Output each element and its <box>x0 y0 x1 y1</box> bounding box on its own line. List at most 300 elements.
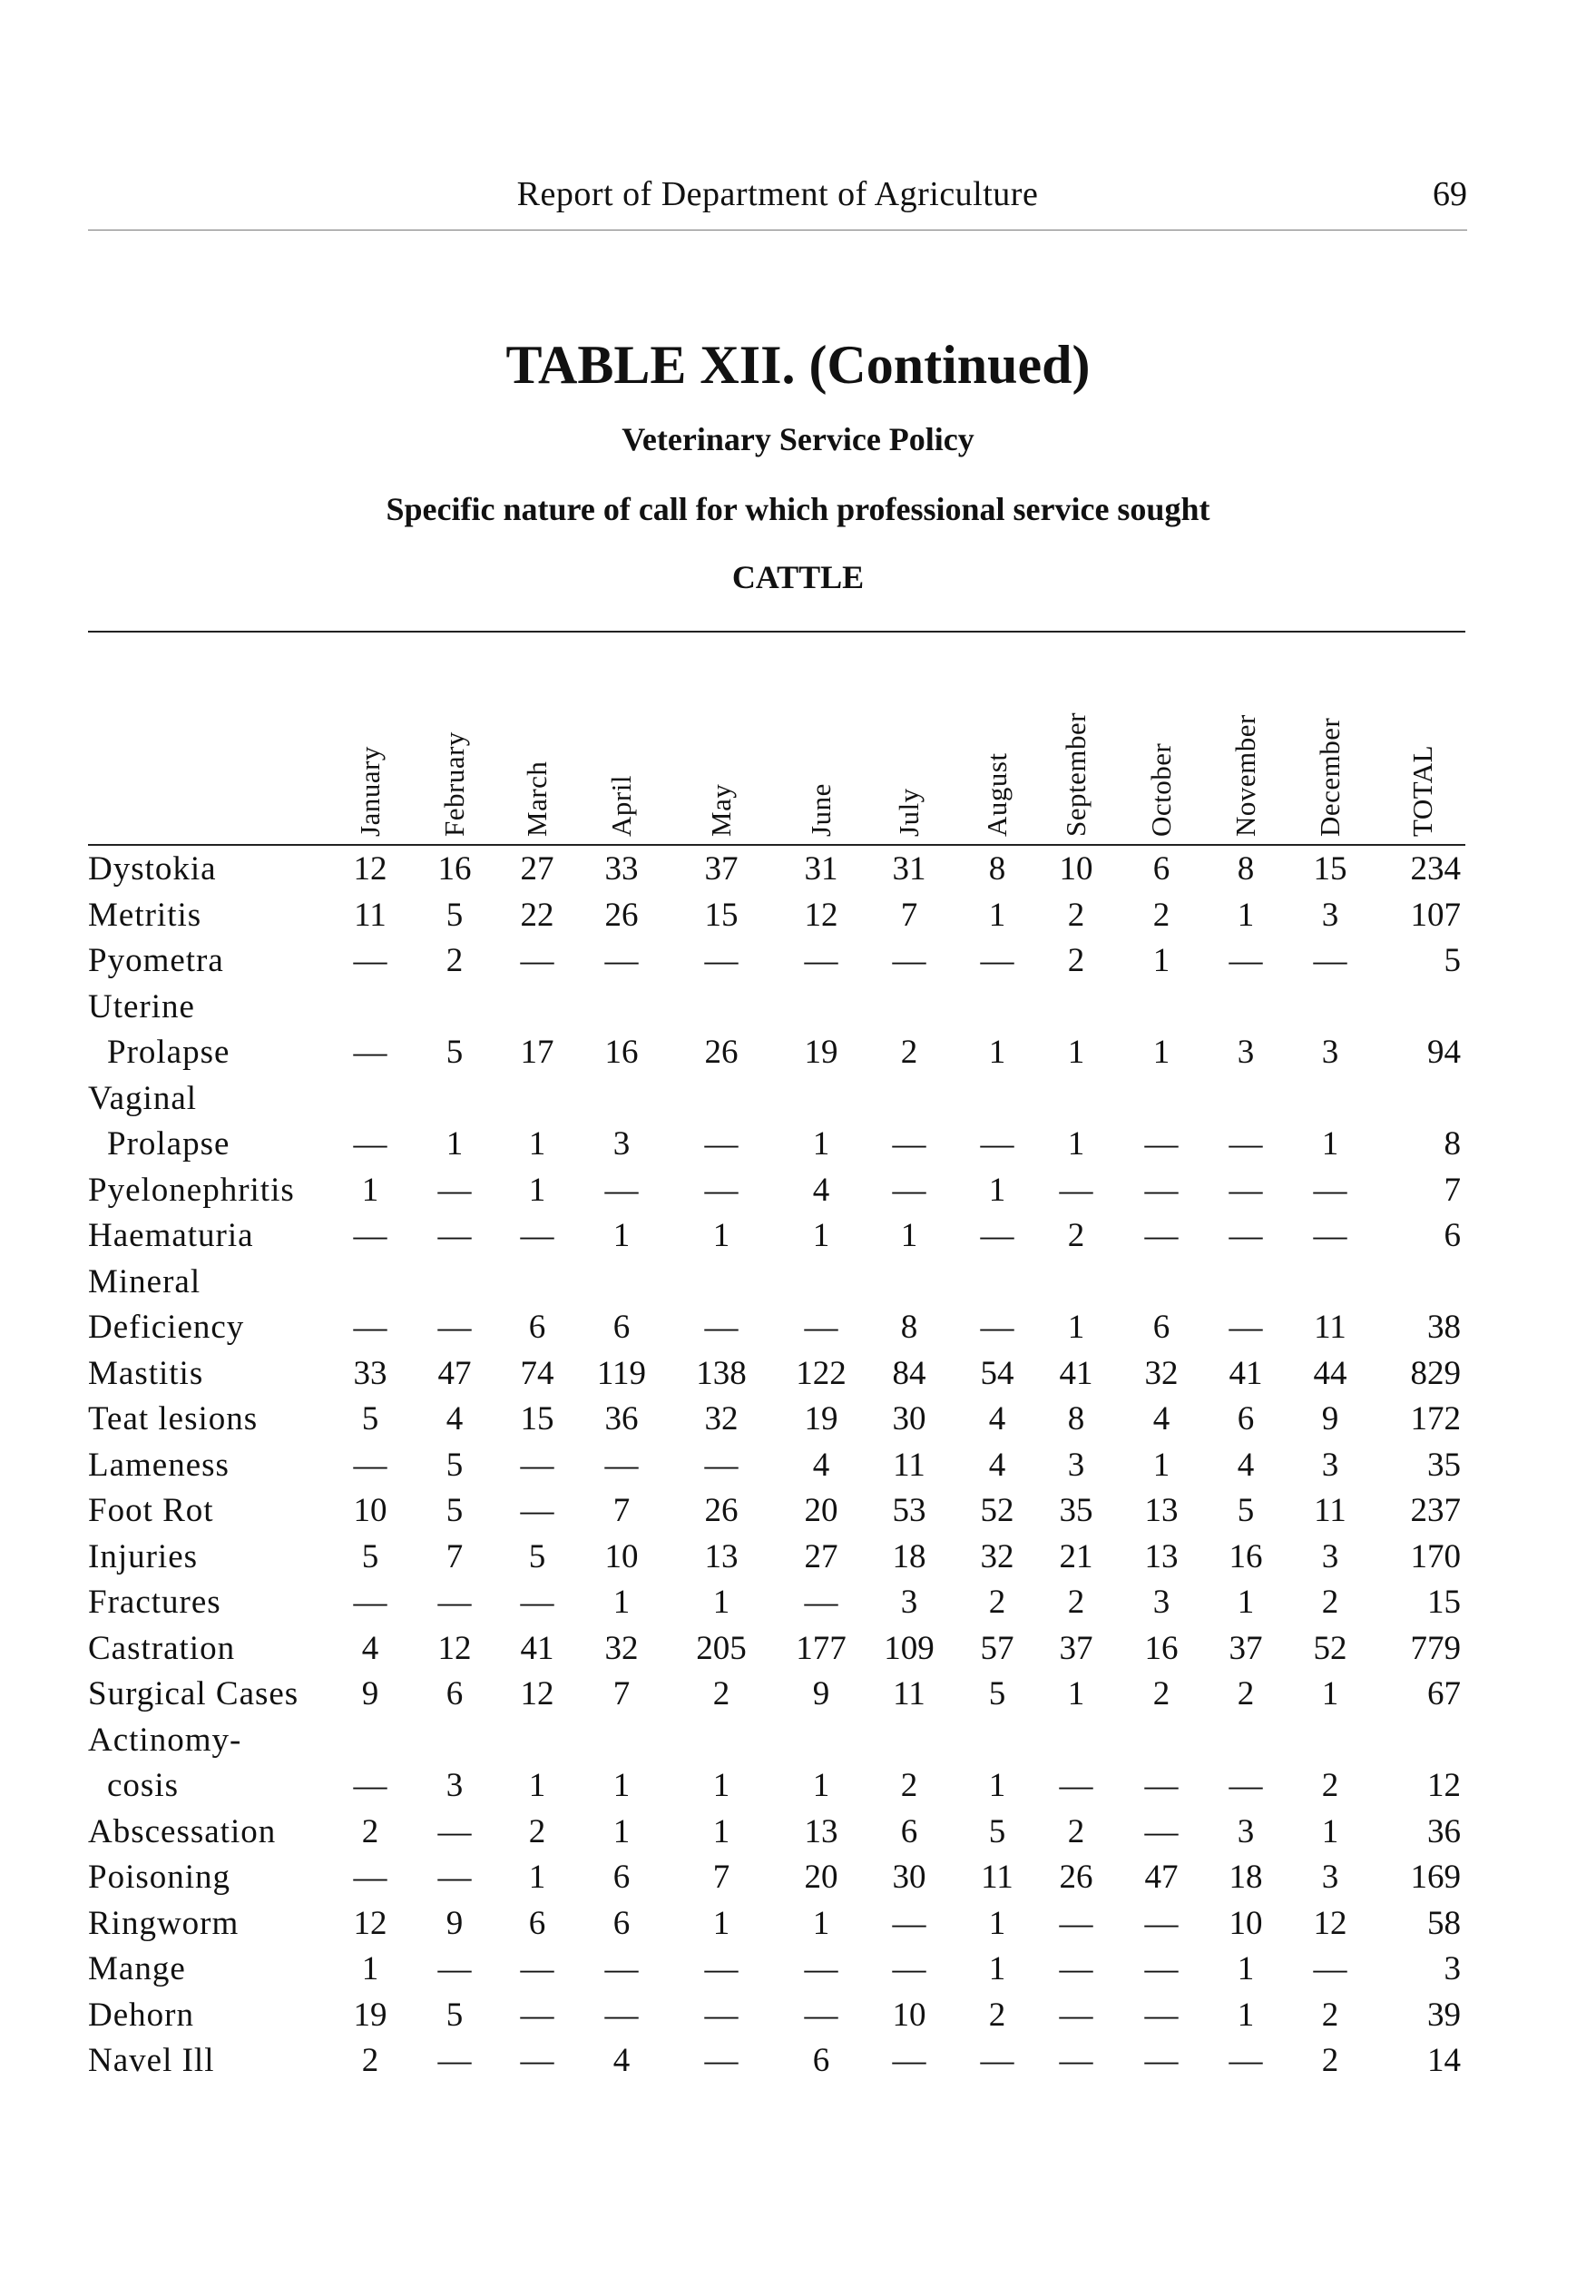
table-cell: 21 <box>1059 1537 1093 1575</box>
table-cell: 4 <box>812 1171 830 1209</box>
table-cell: 4 <box>1237 1446 1255 1484</box>
total-cell: 5 <box>1444 942 1461 979</box>
table-cell: 5 <box>446 896 464 934</box>
column-header-label: January <box>354 746 386 837</box>
row-label: Ringworm <box>88 1904 240 1942</box>
table-cell: — <box>1059 1171 1093 1209</box>
table-cell: 3 <box>1321 1537 1339 1575</box>
table-cell: 1 <box>612 1812 631 1850</box>
table-cell: 2 <box>1067 1217 1085 1254</box>
column-header-august <box>981 637 1013 837</box>
table-cell: 5 <box>446 1492 464 1529</box>
column-header-label: March <box>521 760 553 837</box>
table-row <box>0 1171 1596 1217</box>
column-header-march <box>521 637 553 837</box>
table-cell: 2 <box>900 1034 918 1071</box>
table-cell: 3 <box>1321 1446 1339 1484</box>
table-cell: — <box>437 1859 472 1896</box>
table-cell: 1 <box>1067 1125 1085 1163</box>
table-cell: 13 <box>1144 1492 1179 1529</box>
table-cell: 15 <box>1313 850 1347 888</box>
table-cell: — <box>437 1309 472 1346</box>
table-cell: 2 <box>1152 896 1170 934</box>
table-cell: — <box>980 1309 1014 1346</box>
table-cell: 1 <box>900 1217 918 1254</box>
table-row <box>0 1858 1596 1904</box>
table-cell: — <box>980 1125 1014 1163</box>
table-cell: 2 <box>1067 1812 1085 1850</box>
table-cell: 2 <box>528 1812 546 1850</box>
table-cell: 13 <box>1144 1537 1179 1575</box>
table-row <box>0 2041 1596 2087</box>
table-cell: 5 <box>446 1446 464 1484</box>
table-cell: 32 <box>604 1629 639 1667</box>
column-header-july <box>893 637 925 837</box>
table-cell: 2 <box>988 1996 1006 2034</box>
table-cell: 6 <box>528 1904 546 1942</box>
table-cell: 27 <box>804 1537 838 1575</box>
table-cell: 15 <box>520 1400 554 1437</box>
row-label: Mange <box>88 1950 186 1987</box>
table-cell: 6 <box>528 1309 546 1346</box>
row-label: Mastitis <box>88 1354 204 1392</box>
table-cell: — <box>704 1950 739 1987</box>
table-row <box>0 1079 1596 1125</box>
table-cell: 2 <box>1067 942 1085 979</box>
table-cell: 1 <box>1321 1675 1339 1712</box>
column-header-label: September <box>1060 711 1092 837</box>
table-cell: — <box>1229 1309 1263 1346</box>
table-cell: 2 <box>1321 1584 1339 1621</box>
row-label: Navel Ill <box>88 2042 215 2079</box>
total-cell: 779 <box>1410 1629 1461 1667</box>
total-cell: 829 <box>1410 1354 1461 1392</box>
column-header-october <box>1145 637 1177 837</box>
table-cell: 3 <box>1321 1859 1339 1896</box>
table-cell: — <box>353 1767 387 1804</box>
table-cell: 31 <box>804 850 838 888</box>
table-cell: — <box>704 1996 739 2034</box>
table-cell: 11 <box>1314 1309 1346 1346</box>
total-cell: 35 <box>1427 1446 1461 1484</box>
table-cell: 11 <box>893 1446 925 1484</box>
table-row <box>0 1583 1596 1629</box>
table-cell: 3 <box>1321 1034 1339 1071</box>
table-cell: 2 <box>1152 1675 1170 1712</box>
table-cell: 2 <box>712 1675 730 1712</box>
table-cell: 19 <box>804 1034 838 1071</box>
header-rule <box>88 230 1467 231</box>
table-cell: 9 <box>812 1675 830 1712</box>
table-cell: — <box>353 1859 387 1896</box>
table-cell: 3 <box>1237 1034 1255 1071</box>
total-cell: 3 <box>1444 1950 1461 1987</box>
table-row <box>0 1537 1596 1584</box>
table-cell: 33 <box>604 850 639 888</box>
table-cell: 22 <box>520 896 554 934</box>
table-cell: 1 <box>1237 1996 1255 2034</box>
column-header-label: June <box>805 783 837 837</box>
table-cell: 26 <box>704 1034 739 1071</box>
table-cell: 1 <box>1321 1812 1339 1850</box>
table-cell: 31 <box>892 850 926 888</box>
table-cell: 9 <box>1321 1400 1339 1437</box>
table-cell: 37 <box>1059 1629 1093 1667</box>
table-cell: — <box>353 1125 387 1163</box>
table-cell: 17 <box>520 1034 554 1071</box>
table-row <box>0 1904 1596 1950</box>
table-cell: 2 <box>361 1812 379 1850</box>
table-cell: 47 <box>1144 1859 1179 1896</box>
table-cell: — <box>892 1171 926 1209</box>
table-cell: 26 <box>604 896 639 934</box>
table-cell: — <box>1229 2042 1263 2079</box>
table-cell: — <box>520 1492 554 1529</box>
table-cell: — <box>437 1171 472 1209</box>
table-cell: — <box>604 1171 639 1209</box>
column-header-total <box>1406 637 1438 837</box>
table-cell: 6 <box>612 1904 631 1942</box>
table-cell: 16 <box>1229 1537 1263 1575</box>
row-label: Abscessation <box>88 1812 277 1850</box>
table-cell: 1 <box>361 1950 379 1987</box>
table-cell: — <box>1229 1767 1263 1804</box>
table-cell: — <box>1144 1996 1179 2034</box>
running-head <box>88 174 1467 216</box>
row-label: Actinomy- <box>88 1721 242 1759</box>
table-cell: 13 <box>704 1537 739 1575</box>
table-cell: 20 <box>804 1492 838 1529</box>
table-cell: 57 <box>980 1629 1014 1667</box>
total-cell: 36 <box>1427 1812 1461 1850</box>
table-cell: 1 <box>1067 1034 1085 1071</box>
table-row <box>0 1812 1596 1859</box>
table-cell: 26 <box>1059 1859 1093 1896</box>
total-cell: 107 <box>1410 896 1461 934</box>
table-cell: 8 <box>900 1309 918 1346</box>
table-cell: — <box>1144 1950 1179 1987</box>
total-cell: 170 <box>1410 1537 1461 1575</box>
table-cell: — <box>1313 942 1347 979</box>
table-cell: 7 <box>712 1859 730 1896</box>
table-cell: — <box>353 1309 387 1346</box>
table-cell: 19 <box>804 1400 838 1437</box>
row-label: Prolapse <box>107 1034 230 1071</box>
row-label: Mineral <box>88 1262 201 1300</box>
table-cell: 18 <box>892 1537 926 1575</box>
table-cell: 44 <box>1313 1354 1347 1392</box>
table-cell: 10 <box>604 1537 639 1575</box>
table-cell: 6 <box>612 1859 631 1896</box>
table-cell: 4 <box>812 1446 830 1484</box>
table-cell: 1 <box>988 1950 1006 1987</box>
table-cell: 32 <box>704 1400 739 1437</box>
table-cell: 36 <box>604 1400 639 1437</box>
table-cell: — <box>804 1309 838 1346</box>
row-label: cosis <box>107 1767 179 1804</box>
total-cell: 234 <box>1410 850 1461 888</box>
table-row <box>0 1033 1596 1079</box>
table-cell: 6 <box>900 1812 918 1850</box>
table-cell: 7 <box>900 896 918 934</box>
table-cell: — <box>1313 1217 1347 1254</box>
table-cell: — <box>1059 2042 1093 2079</box>
table-cell: 4 <box>988 1446 1006 1484</box>
table-cell: — <box>1313 1950 1347 1987</box>
table-cell: 2 <box>361 2042 379 2079</box>
table-cell: 12 <box>804 896 838 934</box>
table-row <box>0 1721 1596 1767</box>
table-cell: — <box>1144 2042 1179 2079</box>
table-cell: — <box>520 1584 554 1621</box>
table-cell: — <box>1144 1171 1179 1209</box>
column-header-december <box>1314 637 1346 837</box>
total-cell: 94 <box>1427 1034 1461 1071</box>
table-cell: 1 <box>812 1125 830 1163</box>
table-cell: — <box>1229 942 1263 979</box>
table-cell: 1 <box>988 1767 1006 1804</box>
table-cell: 5 <box>988 1675 1006 1712</box>
row-label: Dehorn <box>88 1996 194 2034</box>
table-cell: 1 <box>528 1171 546 1209</box>
row-label: Poisoning <box>88 1859 231 1896</box>
table-cell: — <box>353 1446 387 1484</box>
table-cell: — <box>892 1950 926 1987</box>
table-cell: 6 <box>812 2042 830 2079</box>
table-cell: 9 <box>446 1904 464 1942</box>
table-top-rule <box>88 631 1465 633</box>
table-cell: 3 <box>1152 1584 1170 1621</box>
column-header-january <box>354 637 386 837</box>
table-cell: 3 <box>446 1767 464 1804</box>
column-header-november <box>1229 637 1261 837</box>
table-cell: — <box>520 942 554 979</box>
row-label: Lameness <box>88 1446 230 1484</box>
table-cell: 1 <box>712 1584 730 1621</box>
table-cell: 11 <box>893 1675 925 1712</box>
table-cell: 74 <box>520 1354 554 1392</box>
row-label: Vaginal <box>88 1079 198 1117</box>
column-header-label: October <box>1145 742 1177 837</box>
row-label: Haematuria <box>88 1217 254 1254</box>
table-cell: 16 <box>604 1034 639 1071</box>
total-cell: 7 <box>1444 1171 1461 1209</box>
table-cell: — <box>704 1125 739 1163</box>
table-cell: 26 <box>704 1492 739 1529</box>
table-cell: — <box>704 1446 739 1484</box>
table-cell: 5 <box>446 1034 464 1071</box>
table-cell: 32 <box>1144 1354 1179 1392</box>
table-cell: 30 <box>892 1859 926 1896</box>
table-cell: 5 <box>446 1996 464 2034</box>
table-cell: — <box>1144 1812 1179 1850</box>
table-cell: 3 <box>900 1584 918 1621</box>
table-species: CATTLE <box>731 559 865 595</box>
table-cell: 5 <box>361 1400 379 1437</box>
table-cell: 41 <box>520 1629 554 1667</box>
table-cell: — <box>1059 1950 1093 1987</box>
table-row <box>0 1996 1596 2042</box>
table-cell: 4 <box>988 1400 1006 1437</box>
table-cell: 35 <box>1059 1492 1093 1529</box>
table-cell: 41 <box>1229 1354 1263 1392</box>
total-cell: 39 <box>1427 1996 1461 2034</box>
table-row <box>0 941 1596 987</box>
column-header-label: February <box>438 731 470 837</box>
table-cell: 11 <box>1314 1492 1346 1529</box>
table-cell: 4 <box>446 1400 464 1437</box>
table-cell: 5 <box>361 1537 379 1575</box>
table-cell: 1 <box>1152 1446 1170 1484</box>
table-cell: 3 <box>612 1125 631 1163</box>
table-cell: 1 <box>812 1904 830 1942</box>
row-label: Castration <box>88 1629 236 1667</box>
total-cell: 6 <box>1444 1217 1461 1254</box>
table-cell: — <box>1313 1171 1347 1209</box>
table-cell: 2 <box>1321 1996 1339 2034</box>
table-row <box>0 1629 1596 1675</box>
column-header-label: May <box>705 783 737 837</box>
table-row <box>0 987 1596 1034</box>
table-cell: 1 <box>712 1767 730 1804</box>
table-cell: 10 <box>1229 1904 1263 1942</box>
table-cell: 1 <box>612 1767 631 1804</box>
table-cell: 2 <box>446 942 464 979</box>
column-header-label: December <box>1314 717 1346 837</box>
table-cell: 2 <box>1321 1767 1339 1804</box>
column-header-april <box>605 637 637 837</box>
table-cell: 1 <box>1152 942 1170 979</box>
table-cell: 12 <box>520 1675 554 1712</box>
column-header-label: August <box>981 752 1013 837</box>
table-cell: — <box>353 1217 387 1254</box>
row-label: Injuries <box>88 1537 199 1575</box>
total-cell: 38 <box>1427 1309 1461 1346</box>
table-cell: 37 <box>704 850 739 888</box>
table-cell: 11 <box>354 896 387 934</box>
table-cell: 16 <box>437 850 472 888</box>
table-title: TABLE XII. (Continued) <box>505 335 1091 395</box>
table-cell: 1 <box>812 1767 830 1804</box>
row-label: Pyometra <box>88 942 224 979</box>
table-cell: — <box>353 1584 387 1621</box>
table-cell: 54 <box>980 1354 1014 1392</box>
table-cell: 1 <box>1237 896 1255 934</box>
row-label: Uterine <box>88 987 195 1025</box>
table-cell: 6 <box>1237 1400 1255 1437</box>
table-cell: 5 <box>1237 1492 1255 1529</box>
table-cell: 5 <box>528 1537 546 1575</box>
table-cell: — <box>704 1171 739 1209</box>
table-cell: — <box>520 2042 554 2079</box>
table-cell: 32 <box>980 1537 1014 1575</box>
table-cell: 12 <box>353 850 387 888</box>
table-cell: 2 <box>1067 896 1085 934</box>
table-cell: 122 <box>796 1354 847 1392</box>
table-cell: 27 <box>520 850 554 888</box>
table-cell: 7 <box>446 1537 464 1575</box>
table-cell: 4 <box>361 1629 379 1667</box>
table-row <box>0 1216 1596 1262</box>
table-cell: 6 <box>1152 850 1170 888</box>
table-row <box>0 849 1596 896</box>
table-row <box>0 1354 1596 1400</box>
table-cell: — <box>604 1446 639 1484</box>
table-cell: 16 <box>1144 1629 1179 1667</box>
table-row <box>0 1674 1596 1721</box>
table-row <box>0 1766 1596 1812</box>
column-header-row <box>0 635 1596 842</box>
table-cell: 12 <box>353 1904 387 1942</box>
table-cell: 1 <box>612 1217 631 1254</box>
table-body <box>0 849 1596 2087</box>
table-cell: 1 <box>1067 1675 1085 1712</box>
table-cell: 30 <box>892 1400 926 1437</box>
total-cell: 12 <box>1427 1767 1461 1804</box>
table-cell: — <box>804 942 838 979</box>
table-cell: 1 <box>528 1767 546 1804</box>
table-cell: — <box>1059 1767 1093 1804</box>
column-header-label: November <box>1229 714 1261 837</box>
table-cell: 1 <box>988 1904 1006 1942</box>
table-cell: — <box>437 1950 472 1987</box>
table-cell: 13 <box>804 1812 838 1850</box>
row-label: Foot Rot <box>88 1492 214 1529</box>
table-cell: 10 <box>892 1996 926 2034</box>
table-row <box>0 1308 1596 1354</box>
table-cell: 1 <box>988 1171 1006 1209</box>
table-cell: — <box>604 1996 639 2034</box>
table-cell: — <box>520 1996 554 2034</box>
table-row <box>0 1124 1596 1171</box>
table-cell: 1 <box>1067 1309 1085 1346</box>
table-cell: — <box>437 1584 472 1621</box>
table-cell: — <box>1229 1125 1263 1163</box>
table-cell: — <box>704 942 739 979</box>
table-cell: 4 <box>612 2042 631 2079</box>
table-cell: 19 <box>353 1996 387 2034</box>
column-header-september <box>1062 637 1090 837</box>
table-cell: — <box>520 1217 554 1254</box>
table-cell: 1 <box>612 1584 631 1621</box>
table-cell: 18 <box>1229 1859 1263 1896</box>
table-cell: — <box>1229 1171 1263 1209</box>
table-cell: — <box>1144 1217 1179 1254</box>
table-cell: 12 <box>437 1629 472 1667</box>
table-cell: 20 <box>804 1859 838 1896</box>
table-cell: — <box>437 2042 472 2079</box>
total-cell: 237 <box>1410 1492 1461 1529</box>
table-cell: 41 <box>1059 1354 1093 1392</box>
row-label: Surgical Cases <box>88 1675 299 1712</box>
table-cell: 1 <box>812 1217 830 1254</box>
table-cell: 33 <box>353 1354 387 1392</box>
table-cell: 2 <box>1067 1584 1085 1621</box>
table-cell: — <box>980 942 1014 979</box>
total-cell: 15 <box>1427 1584 1461 1621</box>
table-cell: 119 <box>596 1354 647 1392</box>
table-cell: — <box>1059 1996 1093 2034</box>
table-cell: — <box>892 1904 926 1942</box>
total-cell: 67 <box>1427 1675 1461 1712</box>
total-cell: 14 <box>1427 2042 1461 2079</box>
table-cell: 8 <box>1067 1400 1085 1437</box>
table-cell: 1 <box>1237 1950 1255 1987</box>
table-cell: 84 <box>892 1354 926 1392</box>
table-cell: 12 <box>1313 1904 1347 1942</box>
table-cell: 6 <box>446 1675 464 1712</box>
table-cell: — <box>892 942 926 979</box>
